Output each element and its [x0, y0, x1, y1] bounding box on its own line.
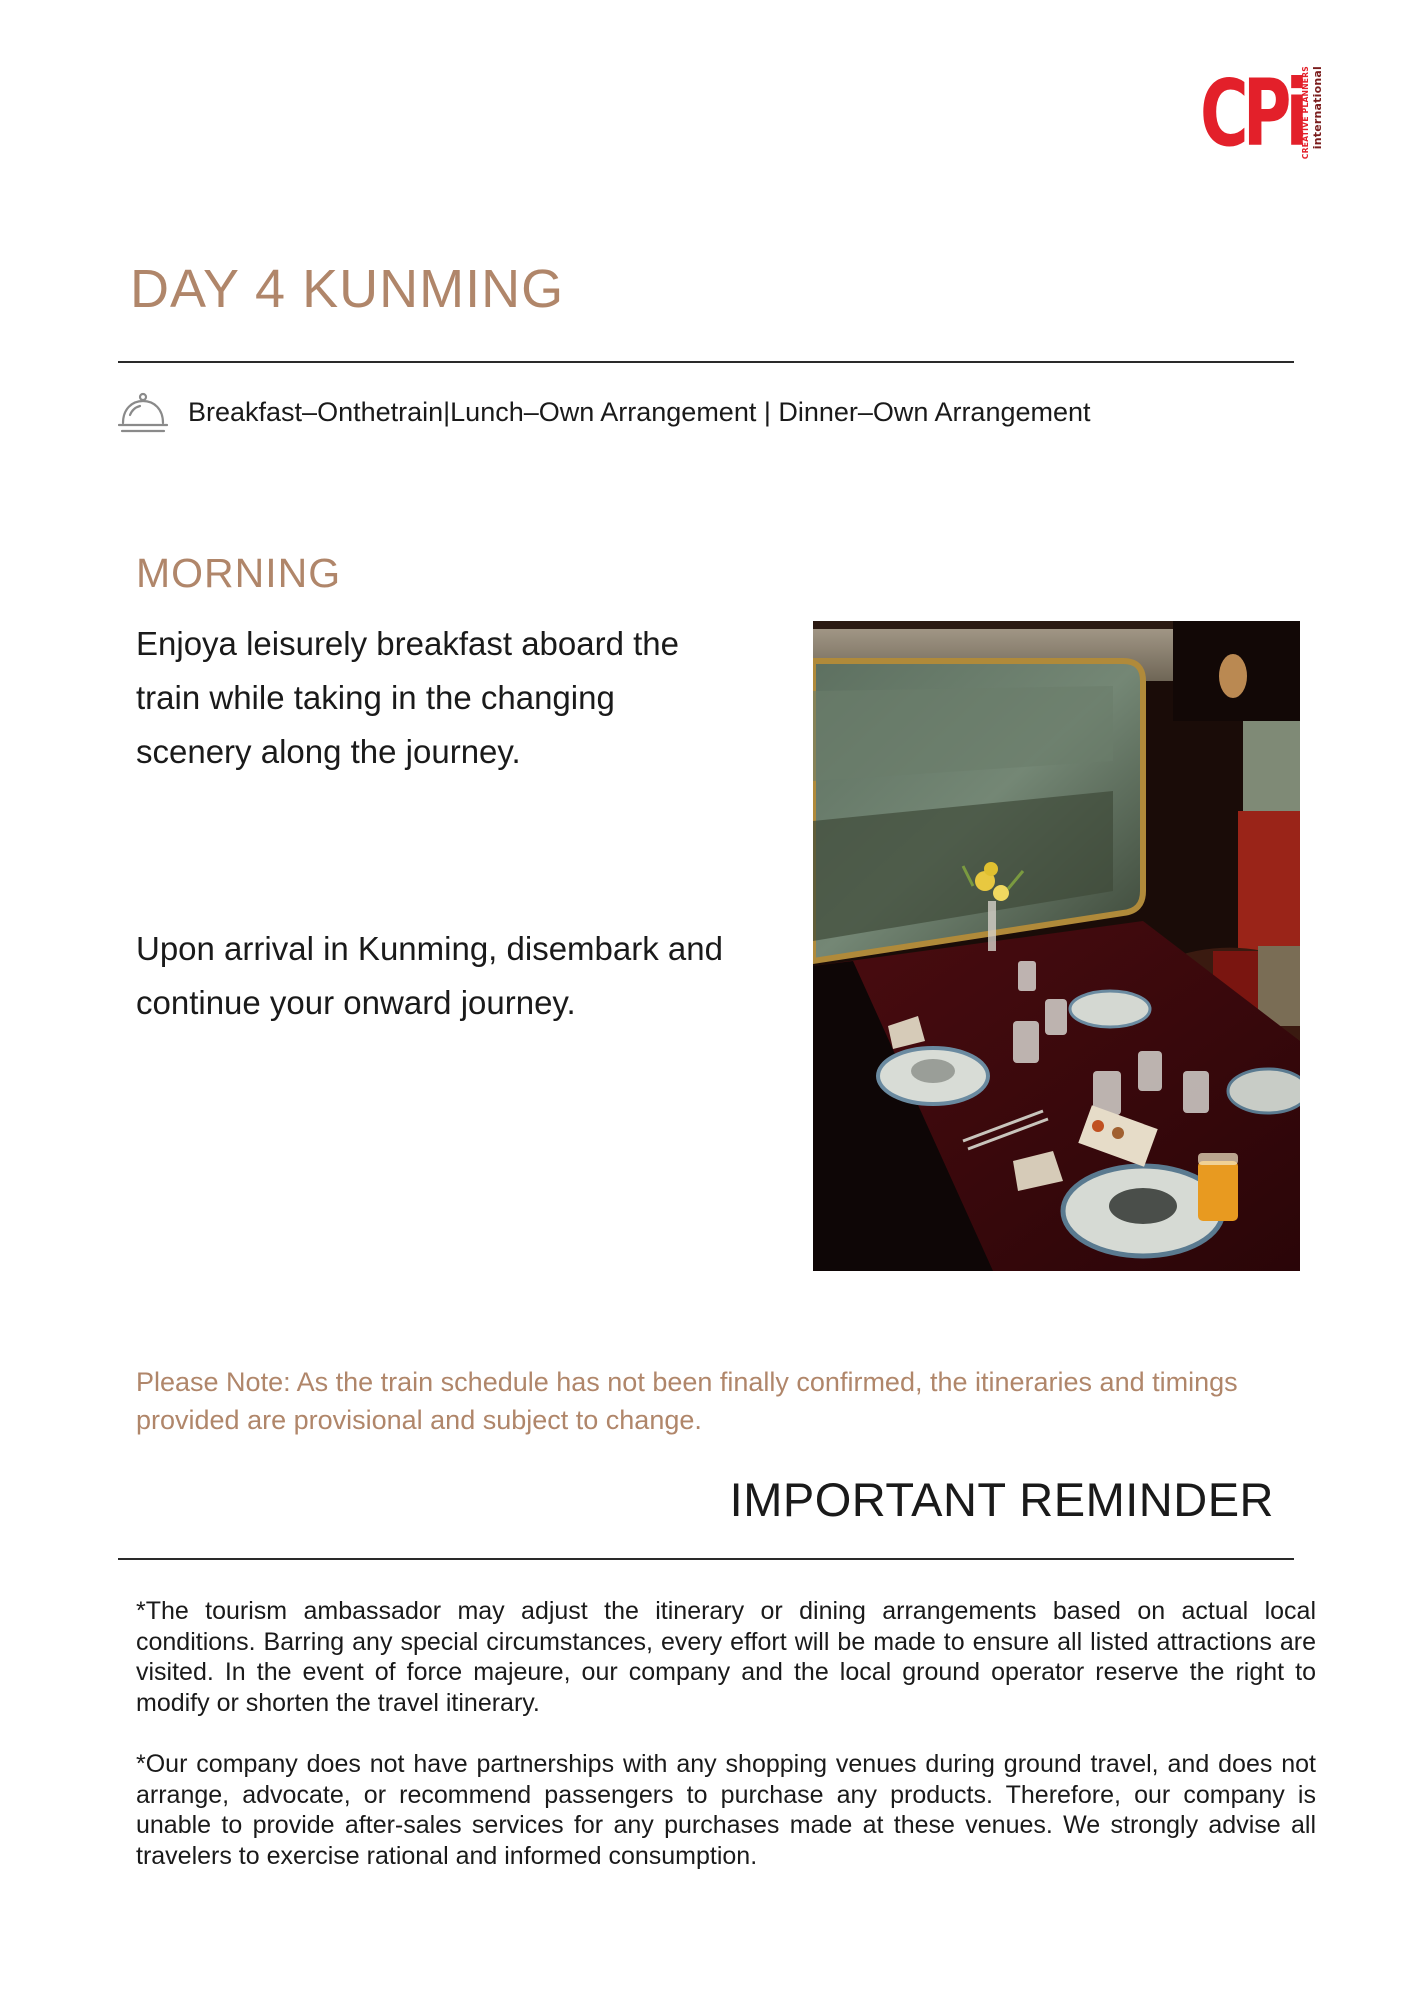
meals-text: Breakfast–Onthetrain|Lunch–Own Arrangement | Dinner–Own Arrangement — [188, 396, 1091, 427]
company-logo — [1200, 60, 1330, 178]
reminder-title: IMPORTANT REMINDER — [729, 1473, 1274, 1526]
meals-row — [118, 390, 1091, 434]
logo-line-1: CREATIVE PLANNERS — [1301, 66, 1310, 160]
reminder-paragraph-1: *The tourism ambassador may adjust the itinerary or dining arrangements based on actual local conditions. Barring any special circumstances, every effort will be made to ensure all listed attractions are visited. In the event of force majeure, our company and the local ground operator reserve the right to modify or shorten the travel itinerary. — [136, 1597, 1316, 1717]
reminder-divider — [118, 1558, 1294, 1560]
morning-heading: MORNING — [136, 550, 342, 596]
logo-mark: CPi — [1200, 60, 1303, 167]
logo-wordmark — [1302, 66, 1330, 174]
title-divider — [118, 361, 1294, 363]
morning-paragraph-1: Enjoya leisurely breakfast aboard the train while taking in the changing scenery along the journey. — [136, 625, 679, 770]
logo-line-2: international — [1311, 66, 1324, 150]
train-dining-photo — [813, 621, 1300, 1271]
schedule-note: Please Note: As the train schedule has not been finally confirmed, the itineraries and timings provided are provisional and subject to change. — [136, 1367, 1238, 1435]
day-title: DAY 4 KUNMING — [130, 259, 565, 319]
morning-paragraph-2: Upon arrival in Kunming, disembark and continue your onward journey. — [136, 930, 723, 1021]
cloche-icon — [118, 390, 168, 434]
reminder-paragraph-2: *Our company does not have partnerships with any shopping venues during ground travel, and does not arrange, advocate, or recommend passengers to purchase any products. Therefore, our company is unable to provide after-sales services for any purchases made at these venues. We strongly advise all travelers to exercise rational and informed consumption. — [136, 1750, 1316, 1870]
